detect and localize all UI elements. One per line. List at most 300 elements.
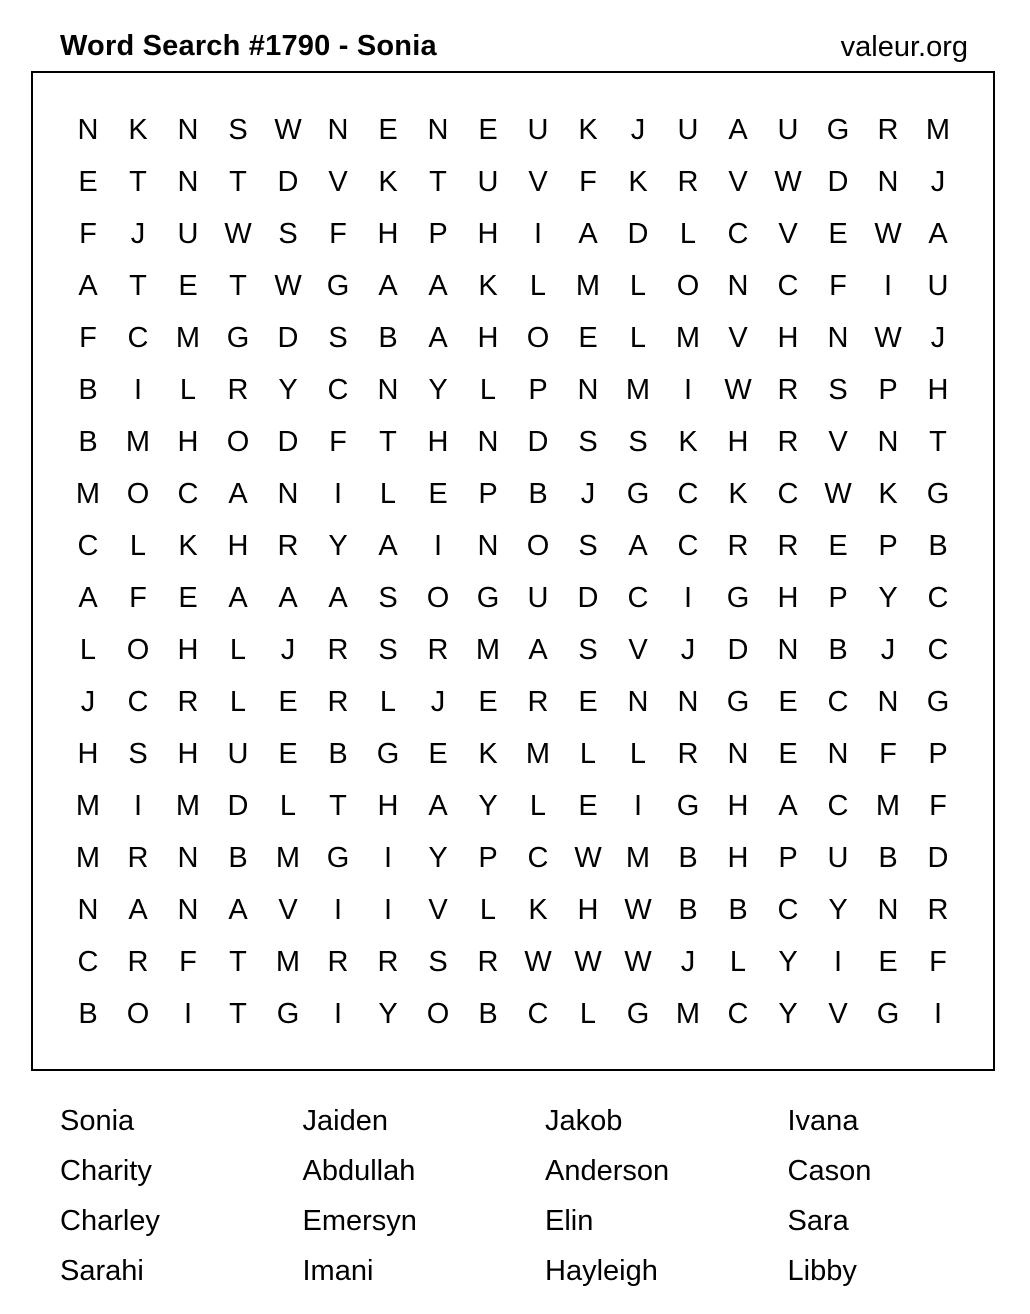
grid-cell: O (126, 633, 150, 666)
grid-cell: U (777, 113, 799, 146)
grid-cell: A (728, 113, 748, 146)
grid-cell: O (126, 997, 150, 1030)
grid-cell: G (276, 997, 300, 1030)
grid-cell: J (80, 685, 96, 718)
grid-cell: H (577, 893, 599, 926)
word-list-item: Abdullah (302, 1155, 416, 1187)
grid-cell: F (879, 737, 897, 770)
grid-cell: B (678, 841, 698, 874)
grid-cell: E (878, 945, 898, 978)
grid-cell: D (727, 633, 749, 666)
grid-cell: W (824, 477, 852, 510)
grid-cell: K (128, 113, 148, 146)
grid-cell: R (877, 113, 899, 146)
grid-cell: I (183, 997, 193, 1030)
grid-cell: E (578, 685, 598, 718)
word-list-item: Hayleigh (545, 1255, 658, 1287)
grid-cell: G (226, 321, 250, 354)
grid-cell: L (629, 737, 647, 770)
grid-cell: D (577, 581, 599, 614)
grid-cell: U (827, 841, 849, 874)
grid-cell: F (179, 945, 197, 978)
grid-cell: U (677, 113, 699, 146)
grid-cell: S (328, 321, 348, 354)
grid-cell: E (278, 685, 298, 718)
grid-cell: M (525, 737, 551, 770)
grid-cell: H (727, 789, 749, 822)
grid-cell: G (826, 113, 850, 146)
grid-cell: B (528, 477, 548, 510)
grid-cell: W (774, 165, 802, 198)
grid-cell: I (433, 529, 443, 562)
grid-cell: C (177, 477, 199, 510)
grid-cell: A (628, 529, 648, 562)
grid-cell: E (178, 269, 198, 302)
grid-cell: A (378, 529, 398, 562)
grid-cell: O (426, 581, 450, 614)
grid-cell: H (177, 425, 199, 458)
word-list-item: Charity (60, 1155, 152, 1187)
grid-cell: J (930, 165, 946, 198)
letter-grid (63, 104, 963, 1040)
grid-cell: L (529, 269, 547, 302)
grid-cell: N (877, 893, 899, 926)
grid-cell: N (327, 113, 349, 146)
grid-cell: C (127, 321, 149, 354)
grid-cell: J (280, 633, 296, 666)
grid-cell: R (677, 737, 699, 770)
grid-cell: E (428, 477, 448, 510)
page-title: Word Search #1790 - Sonia (60, 30, 437, 62)
grid-cell: N (177, 165, 199, 198)
grid-cell: W (574, 841, 602, 874)
grid-cell: I (933, 997, 943, 1030)
grid-cell: L (479, 893, 497, 926)
grid-cell: T (229, 945, 247, 978)
grid-cell: R (327, 945, 349, 978)
grid-cell: M (675, 321, 701, 354)
grid-cell: L (229, 685, 247, 718)
grid-cell: S (378, 633, 398, 666)
grid-cell: G (926, 685, 950, 718)
grid-cell: C (327, 373, 349, 406)
grid-cell: N (727, 737, 749, 770)
grid-cell: K (378, 165, 398, 198)
grid-cell: U (927, 269, 949, 302)
grid-cell: N (177, 113, 199, 146)
grid-cell: N (177, 893, 199, 926)
grid-cell: G (726, 581, 750, 614)
grid-cell: E (78, 165, 98, 198)
grid-cell: M (575, 269, 601, 302)
grid-cell: L (79, 633, 97, 666)
grid-cell: F (829, 269, 847, 302)
grid-cell: L (729, 945, 747, 978)
grid-cell: L (129, 529, 147, 562)
grid-cell: S (428, 945, 448, 978)
grid-cell: R (127, 945, 149, 978)
grid-cell: W (224, 217, 252, 250)
grid-cell: T (929, 425, 947, 458)
grid-cell: M (625, 841, 651, 874)
grid-cell: H (227, 529, 249, 562)
grid-cell: J (930, 321, 946, 354)
grid-cell: A (228, 581, 248, 614)
grid-cell: E (778, 737, 798, 770)
grid-cell: M (175, 789, 201, 822)
grid-cell: A (528, 633, 548, 666)
grid-cell: H (377, 789, 399, 822)
grid-cell: C (677, 477, 699, 510)
grid-cell: I (633, 789, 643, 822)
grid-cell: F (329, 217, 347, 250)
grid-cell: O (526, 321, 550, 354)
grid-cell: E (828, 217, 848, 250)
grid-cell: A (78, 269, 98, 302)
grid-cell: R (927, 893, 949, 926)
grid-cell: O (426, 997, 450, 1030)
grid-cell: E (828, 529, 848, 562)
grid-cell: A (428, 321, 448, 354)
grid-cell: C (77, 945, 99, 978)
grid-cell: F (79, 321, 97, 354)
grid-cell: N (177, 841, 199, 874)
grid-cell: W (274, 269, 302, 302)
grid-cell: M (275, 945, 301, 978)
grid-cell: S (578, 633, 598, 666)
grid-cell: I (333, 997, 343, 1030)
grid-cell: N (577, 373, 599, 406)
grid-cell: C (727, 997, 749, 1030)
grid-cell: N (477, 529, 499, 562)
grid-cell: J (630, 113, 646, 146)
grid-cell: P (478, 477, 498, 510)
grid-cell: F (929, 945, 947, 978)
grid-cell: M (275, 841, 301, 874)
grid-cell: I (833, 945, 843, 978)
grid-cell: H (777, 321, 799, 354)
grid-cell: M (875, 789, 901, 822)
grid-cell: R (727, 529, 749, 562)
grid-cell: I (333, 893, 343, 926)
grid-cell: D (277, 425, 299, 458)
grid-cell: I (383, 841, 393, 874)
grid-cell: P (928, 737, 948, 770)
grid-cell: M (75, 841, 101, 874)
grid-cell: C (777, 893, 799, 926)
grid-cell: D (927, 841, 949, 874)
grid-cell: R (777, 425, 799, 458)
grid-cell: P (428, 217, 448, 250)
grid-cell: B (728, 893, 748, 926)
grid-cell: L (629, 321, 647, 354)
grid-cell: B (828, 633, 848, 666)
grid-cell: R (327, 633, 349, 666)
grid-cell: M (125, 425, 151, 458)
grid-cell: B (678, 893, 698, 926)
grid-cell: E (778, 685, 798, 718)
grid-cell: N (777, 633, 799, 666)
grid-cell: L (229, 633, 247, 666)
grid-cell: B (878, 841, 898, 874)
grid-cell: M (925, 113, 951, 146)
grid-cell: Y (778, 997, 798, 1030)
grid-cell: D (827, 165, 849, 198)
grid-cell: I (383, 893, 393, 926)
grid-cell: N (727, 269, 749, 302)
grid-cell: Y (878, 581, 898, 614)
grid-cell: N (77, 893, 99, 926)
grid-cell: A (578, 217, 598, 250)
grid-cell: K (628, 165, 648, 198)
grid-cell: H (727, 425, 749, 458)
grid-cell: I (683, 581, 693, 614)
grid-cell: F (329, 425, 347, 458)
grid-cell: D (277, 321, 299, 354)
grid-cell: T (129, 165, 147, 198)
grid-cell: R (477, 945, 499, 978)
grid-cell: V (728, 321, 748, 354)
grid-cell: G (876, 997, 900, 1030)
grid-cell: P (478, 841, 498, 874)
grid-cell: F (129, 581, 147, 614)
grid-cell: N (627, 685, 649, 718)
grid-cell: D (277, 165, 299, 198)
grid-cell: C (527, 841, 549, 874)
grid-cell: T (429, 165, 447, 198)
grid-cell: C (927, 581, 949, 614)
grid-cell: G (726, 685, 750, 718)
grid-cell: N (377, 373, 399, 406)
word-list-item: Imani (302, 1255, 374, 1287)
grid-cell: S (378, 581, 398, 614)
grid-cell: W (724, 373, 752, 406)
grid-cell: R (527, 685, 549, 718)
grid-cell: L (629, 269, 647, 302)
grid-cell: C (827, 685, 849, 718)
grid-cell: G (326, 841, 350, 874)
grid-cell: N (877, 165, 899, 198)
grid-cell: R (777, 529, 799, 562)
grid-cell: Y (778, 945, 798, 978)
grid-cell: L (479, 373, 497, 406)
grid-cell: H (927, 373, 949, 406)
grid-cell: E (178, 581, 198, 614)
grid-cell: C (77, 529, 99, 562)
grid-cell: A (128, 893, 148, 926)
grid-cell: D (527, 425, 549, 458)
grid-cell: S (578, 425, 598, 458)
grid-cell: M (475, 633, 501, 666)
grid-cell: R (677, 165, 699, 198)
grid-cell: E (578, 321, 598, 354)
grid-cell: A (78, 581, 98, 614)
grid-cell: N (677, 685, 699, 718)
grid-cell: H (377, 217, 399, 250)
grid-cell: D (627, 217, 649, 250)
grid-cell: V (278, 893, 298, 926)
grid-cell: J (680, 633, 696, 666)
grid-cell: Y (828, 893, 848, 926)
word-list-item: Sarahi (60, 1255, 144, 1287)
grid-cell: T (229, 269, 247, 302)
grid-cell: L (179, 373, 197, 406)
grid-cell: J (580, 477, 596, 510)
grid-cell: N (77, 113, 99, 146)
grid-cell: S (278, 217, 298, 250)
word-list-item: Cason (787, 1155, 872, 1187)
grid-cell: Y (428, 373, 448, 406)
grid-cell: M (75, 477, 101, 510)
grid-cell: K (678, 425, 698, 458)
grid-cell: K (528, 893, 548, 926)
grid-cell: R (177, 685, 199, 718)
word-list-item: Charley (60, 1205, 160, 1237)
grid-cell: J (680, 945, 696, 978)
grid-cell: T (229, 165, 247, 198)
grid-cell: A (428, 269, 448, 302)
grid-cell: U (527, 113, 549, 146)
word-list-item: Elin (545, 1205, 594, 1237)
grid-cell: B (78, 425, 98, 458)
grid-cell: F (579, 165, 597, 198)
grid-cell: R (327, 685, 349, 718)
grid-cell: T (329, 789, 347, 822)
grid-cell: K (178, 529, 198, 562)
grid-cell: R (277, 529, 299, 562)
grid-cell: A (428, 789, 448, 822)
grid-cell: D (227, 789, 249, 822)
grid-cell: K (878, 477, 898, 510)
grid-cell: G (676, 789, 700, 822)
grid-cell: V (428, 893, 448, 926)
grid-cell: P (878, 373, 898, 406)
grid-cell: A (228, 893, 248, 926)
grid-cell: G (626, 477, 650, 510)
grid-cell: L (279, 789, 297, 822)
grid-cell: A (328, 581, 348, 614)
grid-cell: F (929, 789, 947, 822)
grid-cell: E (478, 113, 498, 146)
grid-cell: G (376, 737, 400, 770)
grid-cell: N (477, 425, 499, 458)
grid-cell: C (127, 685, 149, 718)
grid-cell: M (675, 997, 701, 1030)
grid-cell: H (727, 841, 749, 874)
word-list-item: Jaiden (302, 1105, 388, 1137)
grid-cell: O (126, 477, 150, 510)
grid-cell: Y (478, 789, 498, 822)
grid-cell: W (874, 321, 902, 354)
grid-cell: F (79, 217, 97, 250)
grid-cell: G (626, 997, 650, 1030)
grid-cell: N (827, 321, 849, 354)
grid-cell: K (478, 737, 498, 770)
grid-cell: E (428, 737, 448, 770)
grid-cell: E (378, 113, 398, 146)
grid-cell: N (277, 477, 299, 510)
grid-cell: T (229, 997, 247, 1030)
grid-cell: W (624, 893, 652, 926)
grid-cell: E (478, 685, 498, 718)
word-list-item: Sara (787, 1205, 849, 1237)
grid-cell: E (278, 737, 298, 770)
grid-cell: M (625, 373, 651, 406)
grid-cell: P (828, 581, 848, 614)
grid-cell: V (328, 165, 348, 198)
grid-cell: I (683, 373, 693, 406)
grid-cell: S (828, 373, 848, 406)
grid-cell: R (377, 945, 399, 978)
grid-cell: N (877, 685, 899, 718)
grid-cell: W (624, 945, 652, 978)
grid-cell: S (578, 529, 598, 562)
grid-cell: L (679, 217, 697, 250)
grid-cell: T (129, 269, 147, 302)
grid-cell: J (430, 685, 446, 718)
grid-cell: I (133, 373, 143, 406)
grid-cell: K (578, 113, 598, 146)
word-list-item: Anderson (545, 1155, 670, 1187)
grid-cell: M (75, 789, 101, 822)
grid-cell: S (628, 425, 648, 458)
grid-cell: R (127, 841, 149, 874)
grid-cell: C (927, 633, 949, 666)
grid-cell: W (274, 113, 302, 146)
word-list-item: Ivana (787, 1105, 859, 1137)
grid-cell: W (524, 945, 552, 978)
grid-cell: C (777, 477, 799, 510)
grid-cell: L (579, 737, 597, 770)
word-list-item: Sonia (60, 1105, 135, 1137)
grid-cell: H (427, 425, 449, 458)
grid-cell: G (926, 477, 950, 510)
grid-cell: T (379, 425, 397, 458)
grid-cell: H (477, 321, 499, 354)
grid-cell: H (477, 217, 499, 250)
grid-cell: I (133, 789, 143, 822)
grid-cell: W (574, 945, 602, 978)
grid-cell: G (326, 269, 350, 302)
grid-cell: H (177, 633, 199, 666)
grid-cell: C (677, 529, 699, 562)
grid-cell: Y (378, 997, 398, 1030)
grid-cell: A (228, 477, 248, 510)
grid-cell: I (533, 217, 543, 250)
grid-cell: V (828, 425, 848, 458)
grid-cell: B (228, 841, 248, 874)
grid-cell: L (379, 685, 397, 718)
word-list (60, 1096, 1030, 1296)
grid-cell: B (378, 321, 398, 354)
grid-cell: S (228, 113, 248, 146)
grid-cell: Y (328, 529, 348, 562)
grid-cell: V (778, 217, 798, 250)
grid-cell: Y (278, 373, 298, 406)
grid-cell: N (827, 737, 849, 770)
grid-cell: A (278, 581, 298, 614)
grid-cell: V (628, 633, 648, 666)
word-list-item: Jakob (545, 1105, 623, 1137)
grid-cell: G (476, 581, 500, 614)
grid-cell: B (78, 373, 98, 406)
grid-cell: O (676, 269, 700, 302)
grid-cell: L (379, 477, 397, 510)
grid-cell: Y (428, 841, 448, 874)
grid-cell: P (778, 841, 798, 874)
grid-cell: N (877, 425, 899, 458)
grid-cell: P (528, 373, 548, 406)
